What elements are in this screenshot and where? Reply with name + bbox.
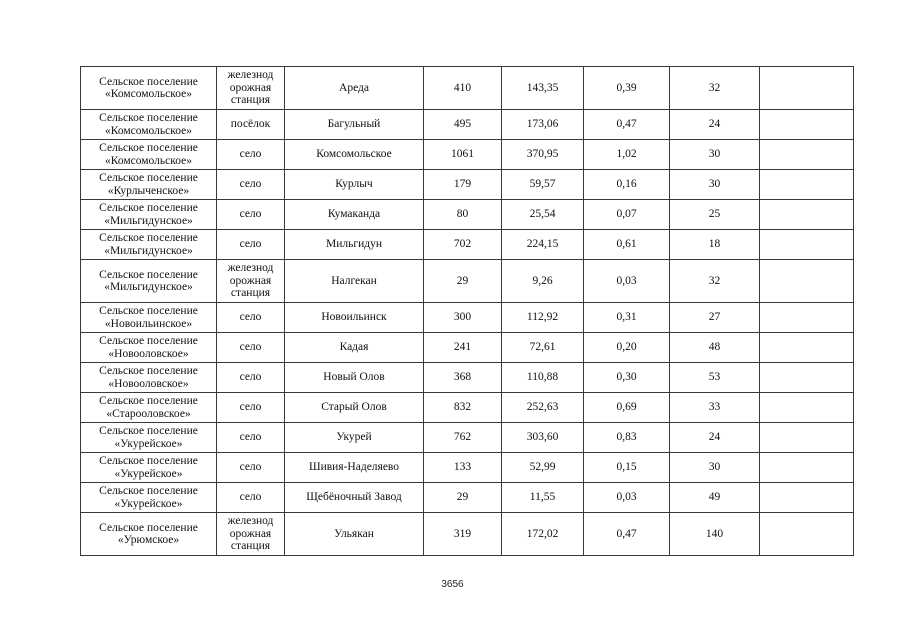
value-c-cell: 32 (670, 260, 760, 303)
locality-type-text: село (239, 371, 262, 384)
value-a-cell: 59,57 (502, 170, 584, 200)
locality-type-cell (217, 303, 285, 333)
locality-type-text: железнод (227, 262, 274, 275)
settlement-text: Сельское поселение (99, 365, 198, 377)
settlement-text: «Комсомольское» (104, 88, 192, 100)
settlement-text: «Курлыченское» (107, 184, 190, 197)
table-row (81, 363, 854, 393)
empty-cell (760, 230, 854, 260)
locality-type-text: железнод (227, 515, 274, 528)
locality-type-text: село (239, 208, 262, 221)
value-c-cell: 30 (670, 170, 760, 200)
value-b-cell: 0,07 (584, 200, 670, 230)
locality-type-cell (217, 170, 285, 200)
value-b-cell: 1,02 (584, 140, 670, 170)
locality-type-text: село (239, 148, 262, 161)
value-b-cell: 0,15 (584, 453, 670, 483)
locality-name-cell: Старый Олов (285, 393, 424, 423)
locality-name-cell: Укурей (285, 423, 424, 453)
table-row (81, 333, 854, 363)
locality-type-cell (217, 67, 285, 110)
locality-type-cell (217, 140, 285, 170)
empty-cell (760, 363, 854, 393)
settlement-text: Сельское поселение (99, 305, 198, 317)
settlement-cell (81, 423, 217, 453)
value-b-cell: 0,39 (584, 67, 670, 110)
table-row (81, 303, 854, 333)
empty-cell (760, 110, 854, 140)
value-c-cell: 25 (670, 200, 760, 230)
locality-name-cell: Багульный (285, 110, 424, 140)
locality-type-cell (217, 110, 285, 140)
empty-cell (760, 333, 854, 363)
settlement-text: «Комсомольское» (104, 124, 192, 137)
population-cell: 29 (424, 260, 502, 303)
table-row (81, 393, 854, 423)
population-cell: 319 (424, 513, 502, 556)
population-cell: 29 (424, 483, 502, 513)
locality-name-cell: Кумаканда (285, 200, 424, 230)
value-b-cell: 0,30 (584, 363, 670, 393)
empty-cell (760, 453, 854, 483)
value-a-cell: 173,06 (502, 110, 584, 140)
table-body (81, 67, 854, 556)
table-row (81, 230, 854, 260)
table-row (81, 260, 854, 303)
population-cell: 702 (424, 230, 502, 260)
value-c-cell: 27 (670, 303, 760, 333)
locality-type-cell (217, 200, 285, 230)
value-b-cell: 0,61 (584, 230, 670, 260)
settlement-text: «Мильгидунское» (104, 281, 193, 293)
value-c-cell: 48 (670, 333, 760, 363)
value-b-cell: 0,03 (584, 260, 670, 303)
settlement-text: Сельское поселение (99, 232, 198, 244)
settlement-cell (81, 140, 217, 170)
locality-type-cell (217, 513, 285, 556)
locality-type-text: село (239, 311, 262, 324)
page-number: 3656 (441, 579, 464, 590)
value-a-cell: 9,26 (502, 260, 584, 303)
locality-type-text: село (239, 238, 262, 251)
value-b-cell: 0,16 (584, 170, 670, 200)
value-b-cell: 0,03 (584, 483, 670, 513)
value-c-cell: 24 (670, 110, 760, 140)
empty-cell (760, 200, 854, 230)
settlement-cell (81, 110, 217, 140)
value-a-cell: 11,55 (502, 483, 584, 513)
locality-name-cell: Налгекан (285, 260, 424, 303)
locality-type-text: село (239, 401, 262, 414)
settlement-text: Сельское поселение (99, 485, 198, 497)
population-cell: 495 (424, 110, 502, 140)
locality-type-cell (217, 423, 285, 453)
settlement-text: Сельское поселение (99, 455, 198, 467)
locality-type-text: село (239, 461, 262, 474)
locality-type-cell (217, 260, 285, 303)
locality-type-text: село (239, 491, 262, 504)
empty-cell (760, 393, 854, 423)
settlement-cell (81, 393, 217, 423)
settlement-text: Сельское поселение (99, 142, 198, 154)
settlement-text: «Новоильинское» (104, 317, 193, 330)
population-cell: 179 (424, 170, 502, 200)
table-row (81, 483, 854, 513)
settlement-text: «Укурейское» (114, 437, 183, 450)
locality-type-cell (217, 363, 285, 393)
population-cell: 300 (424, 303, 502, 333)
locality-type-text: орожная (229, 527, 272, 540)
population-cell: 762 (424, 423, 502, 453)
table-row (81, 170, 854, 200)
value-a-cell: 72,61 (502, 333, 584, 363)
settlement-cell (81, 260, 217, 303)
value-a-cell: 25,54 (502, 200, 584, 230)
settlement-text: Сельское поселение (99, 202, 198, 214)
settlement-text: «Мильгидунское» (104, 244, 193, 257)
settlement-cell (81, 67, 217, 110)
settlement-text: «Укурейское» (114, 467, 183, 480)
value-c-cell: 24 (670, 423, 760, 453)
population-cell: 368 (424, 363, 502, 393)
settlement-text: Сельское поселение (99, 268, 198, 281)
locality-type-text: станция (230, 287, 271, 300)
locality-name-cell: Ульякан (285, 513, 424, 556)
settlement-text: Сельское поселение (99, 172, 198, 184)
value-b-cell: 0,83 (584, 423, 670, 453)
locality-type-cell (217, 483, 285, 513)
locality-name-cell: Кадая (285, 333, 424, 363)
settlement-text: Сельское поселение (99, 112, 198, 124)
empty-cell (760, 260, 854, 303)
value-b-cell: 0,31 (584, 303, 670, 333)
value-b-cell: 0,20 (584, 333, 670, 363)
table-row (81, 200, 854, 230)
settlement-cell (81, 363, 217, 393)
population-cell: 1061 (424, 140, 502, 170)
settlement-cell (81, 453, 217, 483)
settlement-cell (81, 483, 217, 513)
settlement-text: Сельское поселение (99, 521, 198, 534)
value-c-cell: 49 (670, 483, 760, 513)
table-row (81, 453, 854, 483)
settlement-text: Сельское поселение (99, 425, 198, 437)
settlement-cell (81, 200, 217, 230)
settlement-cell (81, 303, 217, 333)
value-b-cell: 0,47 (584, 513, 670, 556)
empty-cell (760, 423, 854, 453)
value-c-cell: 32 (670, 67, 760, 110)
settlement-cell (81, 170, 217, 200)
locality-name-cell: Курлыч (285, 170, 424, 200)
settlements-table (80, 66, 854, 556)
settlement-text: «Новооловское» (108, 377, 189, 390)
value-c-cell: 30 (670, 453, 760, 483)
value-a-cell: 52,99 (502, 453, 584, 483)
locality-type-cell (217, 393, 285, 423)
settlement-text: Сельское поселение (99, 395, 198, 407)
value-a-cell: 370,95 (502, 140, 584, 170)
settlement-text: «Старооловское» (106, 407, 191, 420)
settlement-text: Сельское поселение (99, 335, 198, 347)
empty-cell (760, 170, 854, 200)
table-row (81, 110, 854, 140)
locality-type-cell (217, 453, 285, 483)
value-b-cell: 0,69 (584, 393, 670, 423)
value-a-cell: 224,15 (502, 230, 584, 260)
locality-name-cell: Шивия-Наделяево (285, 453, 424, 483)
locality-name-cell: Новоильинск (285, 303, 424, 333)
empty-cell (760, 140, 854, 170)
locality-type-text: станция (230, 94, 271, 107)
locality-name-cell: Щебёночный Завод (285, 483, 424, 513)
settlement-text: «Новооловское» (108, 347, 189, 360)
locality-type-text: орожная (229, 274, 272, 287)
value-c-cell: 18 (670, 230, 760, 260)
population-cell: 241 (424, 333, 502, 363)
value-c-cell: 30 (670, 140, 760, 170)
value-c-cell: 33 (670, 393, 760, 423)
empty-cell (760, 513, 854, 556)
locality-type-text: станция (230, 540, 271, 553)
locality-name-cell: Ареда (285, 67, 424, 110)
value-c-cell: 140 (670, 513, 760, 556)
locality-name-cell: Мильгидун (285, 230, 424, 260)
value-a-cell: 143,35 (502, 67, 584, 110)
value-c-cell: 53 (670, 363, 760, 393)
value-a-cell: 303,60 (502, 423, 584, 453)
value-a-cell: 112,92 (502, 303, 584, 333)
locality-name-cell: Новый Олов (285, 363, 424, 393)
locality-type-text: село (239, 341, 262, 354)
value-a-cell: 252,63 (502, 393, 584, 423)
population-cell: 410 (424, 67, 502, 110)
table-row (81, 67, 854, 110)
empty-cell (760, 67, 854, 110)
table-row (81, 140, 854, 170)
settlement-cell (81, 513, 217, 556)
empty-cell (760, 483, 854, 513)
value-a-cell: 172,02 (502, 513, 584, 556)
locality-type-text: орожная (229, 81, 272, 94)
empty-cell (760, 303, 854, 333)
value-a-cell: 110,88 (502, 363, 584, 393)
settlement-text: Сельское поселение (99, 75, 198, 88)
population-cell: 832 (424, 393, 502, 423)
locality-type-text: село (239, 431, 262, 444)
settlement-text: «Мильгидунское» (104, 214, 193, 227)
locality-type-cell (217, 333, 285, 363)
locality-type-cell (217, 230, 285, 260)
population-cell: 80 (424, 200, 502, 230)
locality-name-cell: Комсомольское (285, 140, 424, 170)
locality-type-text: село (239, 178, 262, 191)
population-cell: 133 (424, 453, 502, 483)
settlement-cell (81, 333, 217, 363)
locality-type-text: посёлок (230, 118, 271, 131)
table-row (81, 423, 854, 453)
settlement-text: «Укурейское» (114, 497, 183, 510)
settlement-text: «Урюмское» (117, 534, 180, 546)
table-row (81, 513, 854, 556)
settlement-cell (81, 230, 217, 260)
settlement-text: «Комсомольское» (104, 154, 192, 167)
value-b-cell: 0,47 (584, 110, 670, 140)
locality-type-text: железнод (227, 69, 274, 82)
